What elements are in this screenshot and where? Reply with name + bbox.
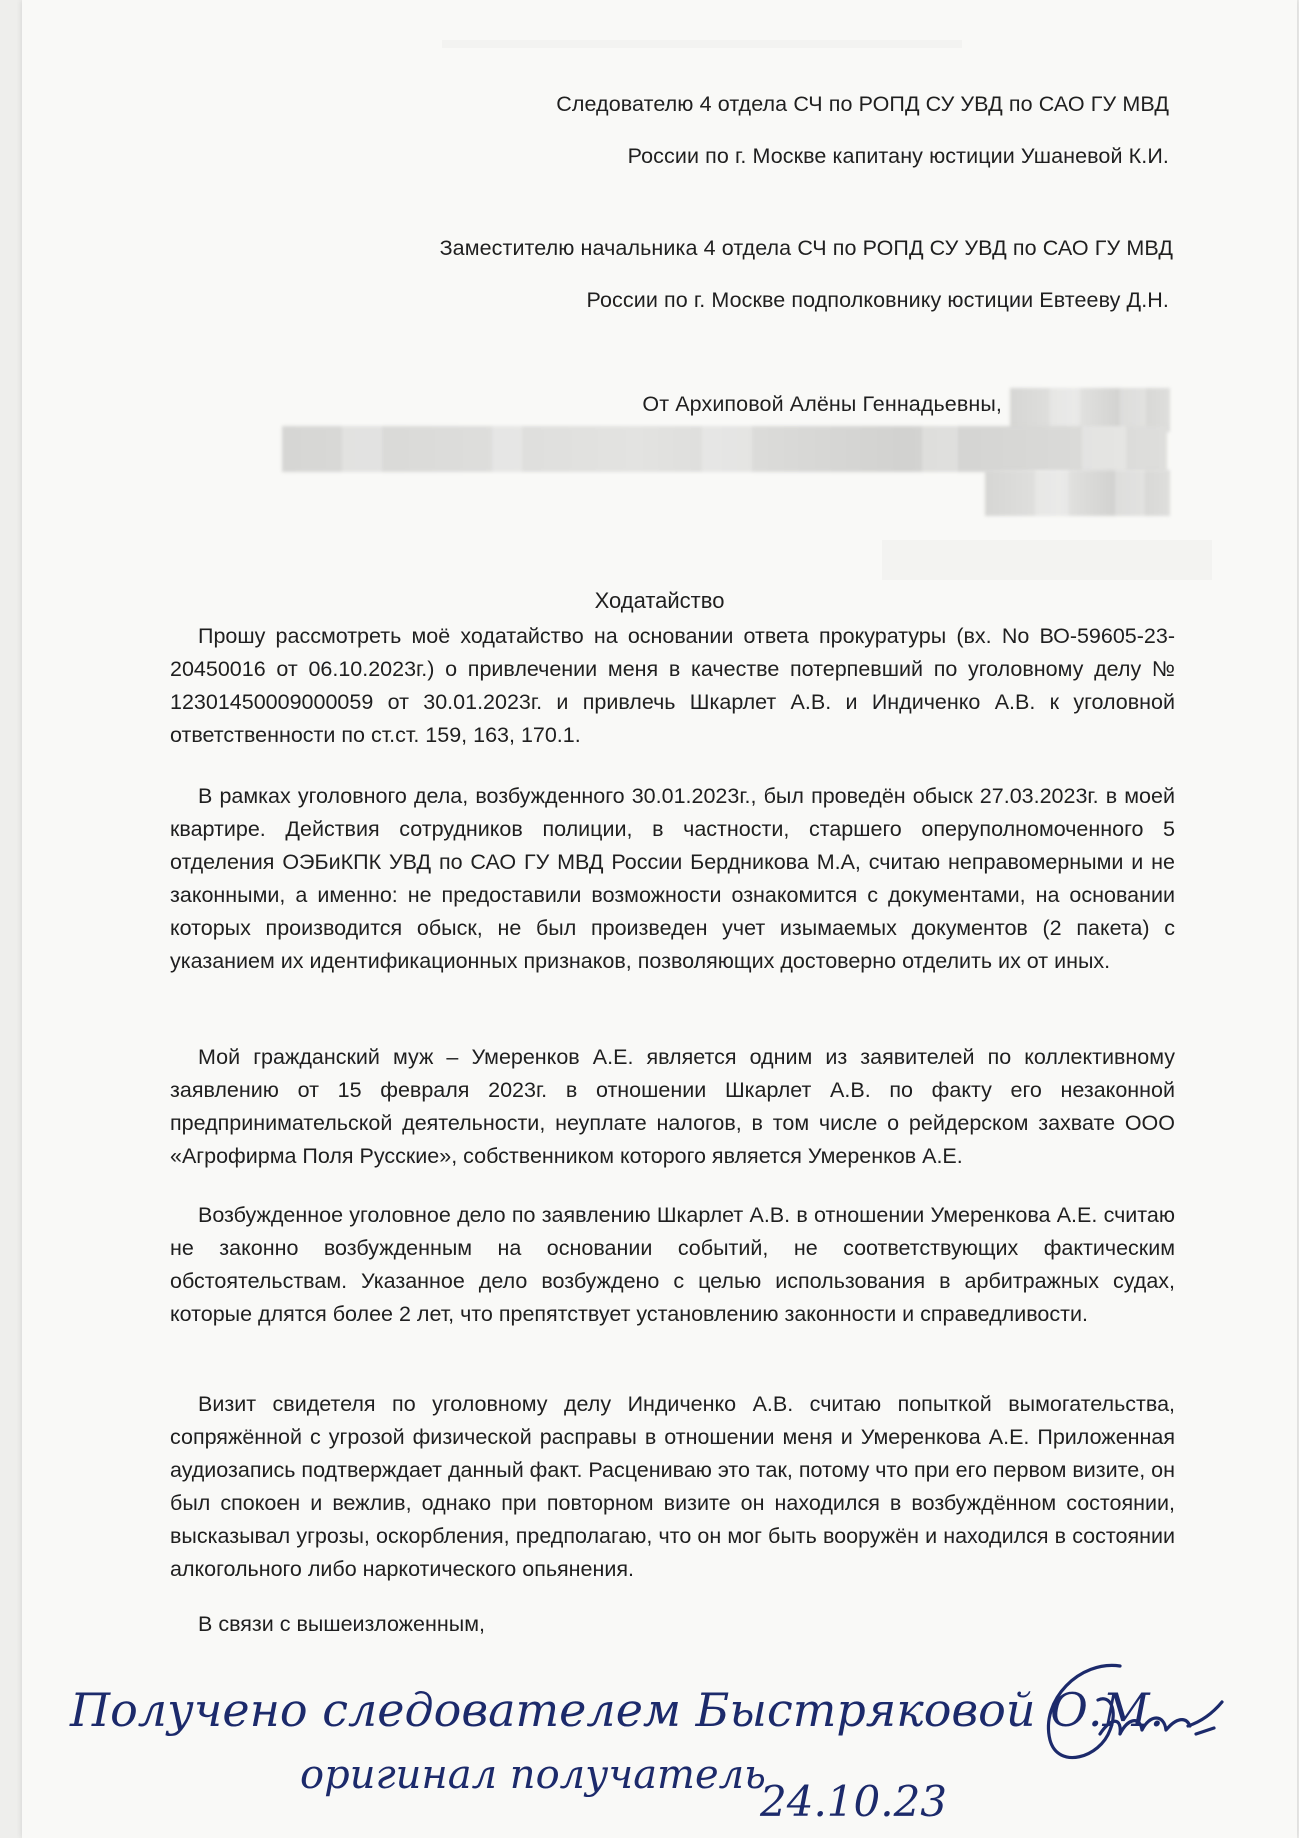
- scan-shadow: [442, 40, 962, 48]
- recipient-line-2: России по г. Москве капитану юстиции Ушаневой К.И.: [627, 144, 1169, 168]
- recipient-line-4: России по г. Москве подполковнику юстиции Евтееву Д.Н.: [586, 288, 1169, 312]
- document-title: Ходатайство: [594, 588, 725, 613]
- recipient-line-3: Заместителю начальника 4 отдела СЧ по РОПД СУ УВД по САО ГУ МВД: [439, 236, 1173, 260]
- redacted-address: [282, 426, 1167, 472]
- paragraph: Прошу рассмотреть моё ходатайство на основании ответа прокуратуры (вх. No ВО-59605-23-20450016 от 06.10.2023г.) о привлечении меня в качестве потерпевший по уголовному делу № 12301450009000059 от 30.01.2023г. и привлечь Шкарлет А.В. и Индиченко А.В. к уголовной ответственности по ст.ст. 159, 163, 170.1.: [170, 624, 1175, 747]
- handwritten-line-1: Получено следователем Быстряковой О.М.: [70, 1683, 1165, 1737]
- handwritten-line-2: оригинал получатель: [300, 1752, 766, 1798]
- handwritten-note: [0, 1630, 1299, 1838]
- paragraph: Возбужденное уголовное дело по заявлению Шкарлет А.В. в отношении Умеренкова А.Е. считаю не законно возбужденным на основании событий, не соответствующих фактическим обстоятельствам. Указанное дело возбуждено с целью использования в арбитражных судах, которые длятся более 2 лет, что препятствует установлению законности и справедливости.: [170, 1203, 1175, 1326]
- sender-line: От Архиповой Алёны Геннадьевны,: [642, 392, 1002, 416]
- paragraph: Мой гражданский муж – Умеренков А.Е. является одним из заявителей по коллективному заявлению от 15 февраля 2023г. в отношении Шкарлет А.В. по факту его незаконной предпринимательской деятельности, неуплате налогов, в том числе о рейдерском захвате ООО «Агрофирма Поля Русские», собственником которого является Умеренков А.Е.: [170, 1045, 1175, 1168]
- closing-line: В связи с вышеизложенным,: [198, 1612, 485, 1636]
- redacted-address: [985, 470, 1170, 516]
- recipient-line-1: Следователю 4 отдела СЧ по РОПД СУ УВД по САО ГУ МВД: [556, 92, 1169, 116]
- paragraph: Визит свидетеля по уголовному делу Индиченко А.В. считаю попыткой вымогательства, сопряжённой с угрозой физической расправы в отношении меня и Умеренкова А.Е. Приложенная аудиозапись подтверждает данный факт. Расцениваю это так, потому что при его первом визите, он был спокоен и вежлив, однако при повторном визите он находился в возбуждённом состоянии, высказывал угрозы, оскорбления, предполагаю, что он мог быть вооружён и находился в состоянии алкогольного либо наркотического опьянения.: [170, 1392, 1175, 1581]
- scan-shadow: [882, 540, 1212, 580]
- handwritten-date: 24.10.23: [760, 1777, 948, 1826]
- paragraph: В рамках уголовного дела, возбужденного 30.01.2023г., был проведён обыск 27.03.2023г. в моей квартире. Действия сотрудников полиции, в частности, старшего оперуполномоченного 5 отделения ОЭБиКПК УВД по САО ГУ МВД России Бердникова М.А, считаю неправомерными и не законными, а именно: не предоставили возможности ознакомится с документами, на основании которых производится обыск, не был произведен учет изымаемых документов (2 пакета) с указанием их идентификационных признаков, позволяющих достоверно отделить их от иных.: [170, 784, 1175, 973]
